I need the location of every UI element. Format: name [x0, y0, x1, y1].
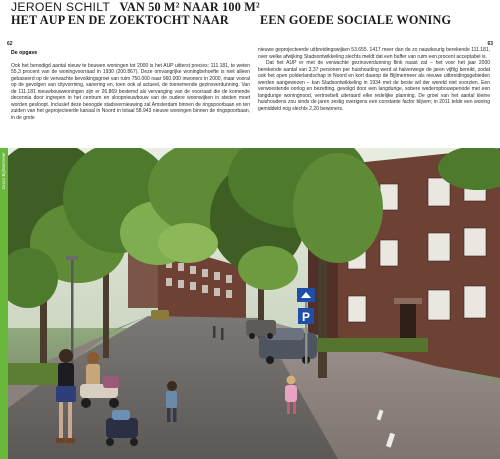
- section-side-tab: [0, 148, 8, 459]
- page-number-left: 62: [7, 41, 13, 47]
- hedge: [308, 338, 428, 352]
- text-column-right: [258, 47, 490, 112]
- title-line-2a: HET AUP EN DE ZOEKTOCHT NAAR: [11, 13, 229, 27]
- author-name: JEROEN SCHILT: [11, 0, 111, 14]
- car-distant: [151, 310, 169, 320]
- side-tab-label: Groot Bijlmermeer: [1, 152, 6, 190]
- person-child-on-pram: [86, 352, 100, 386]
- section-subhead: De opgave: [11, 50, 38, 56]
- street-photo: [8, 148, 500, 459]
- paragraph: Dat het AUP er met de verwachte gezinsverdunning flink naast zat – het voor het jaar 2000 berekende aantal van 3,37 personen per huishouding werd al halverwege de jaren vijftig bereikt, zodat ook het open polderlandschap in Noord en kort daarop de Bijlmermeer als nieuwe uitbreidingsgebieden werden aangewezen – kan Stadsontwikkeling in 1934 met de beste wil der wereld niet voorzien. Een verwoestende oorlog en bezetting, gevolgd door een langdurige, sobere wederopbouwperiode met een langdurige woningnood, vertroebelt uiteraard elke redelijke planning. De groei van het aantal kleine huishoudens zou sinds de jaren zestig overigens een constante factor blijven; in 2011 telde een woning gemiddeld nog slechts 2,20 bewoners.: [258, 60, 490, 112]
- parking-sign-label: P: [301, 310, 311, 324]
- title-line-1: VAN 50 M² NAAR 100 M²: [119, 0, 260, 14]
- paragraph: nieuwe geprojecteerde uitbreidingswijken 53.655. 1417 meer dan de zo nauwkeurig berekende 111.181, over welke afwijking Stadsontwikkeling slechts meldt dat een buffer van ruim een procent acceptabel is.: [258, 47, 490, 60]
- street-scene-illustration: [8, 148, 500, 459]
- text-column-left: [11, 50, 250, 121]
- title-line-2b: EEN GOEDE SOCIALE WONING: [260, 13, 452, 27]
- page-number-right: 63: [487, 41, 493, 47]
- paragraph: Ook het benodigd aantal nieuw te bouwen woningen tot 2000 is het AUP uitterst precies: 111.181, te weten 55,3 procent van de woningvoorraad in 1930 (200.867). Deze omvangrijke woningbehoefte is niet alleen gebaseerd op de verwachte bevolkingsgroei van ruim 750.000 naar 960.000 inwoners in 2000, maar vooral op de gevolgen van cityvorming, sanering en, toen ook al actueel, de toenemende gezinsverdunning. Van de 111.181 nieuwbouwwoningen zijn er 26.869 bestemd als vervanging van de voorraad die de komende decennia door ingrepen in het centrum en sloopnieuwbouw van de oudere woonwijken in steden moet worden gesloopt. Inclusief deze beoogde stadsvernieuwing zal Amsterdam binnen de ringspoorbaan en ten zuiden van het geprojecteerde kanaal in Noord in totaal 58.943 nieuwe woningen binnen de ringspoorbaan, in de grote: [11, 62, 250, 121]
